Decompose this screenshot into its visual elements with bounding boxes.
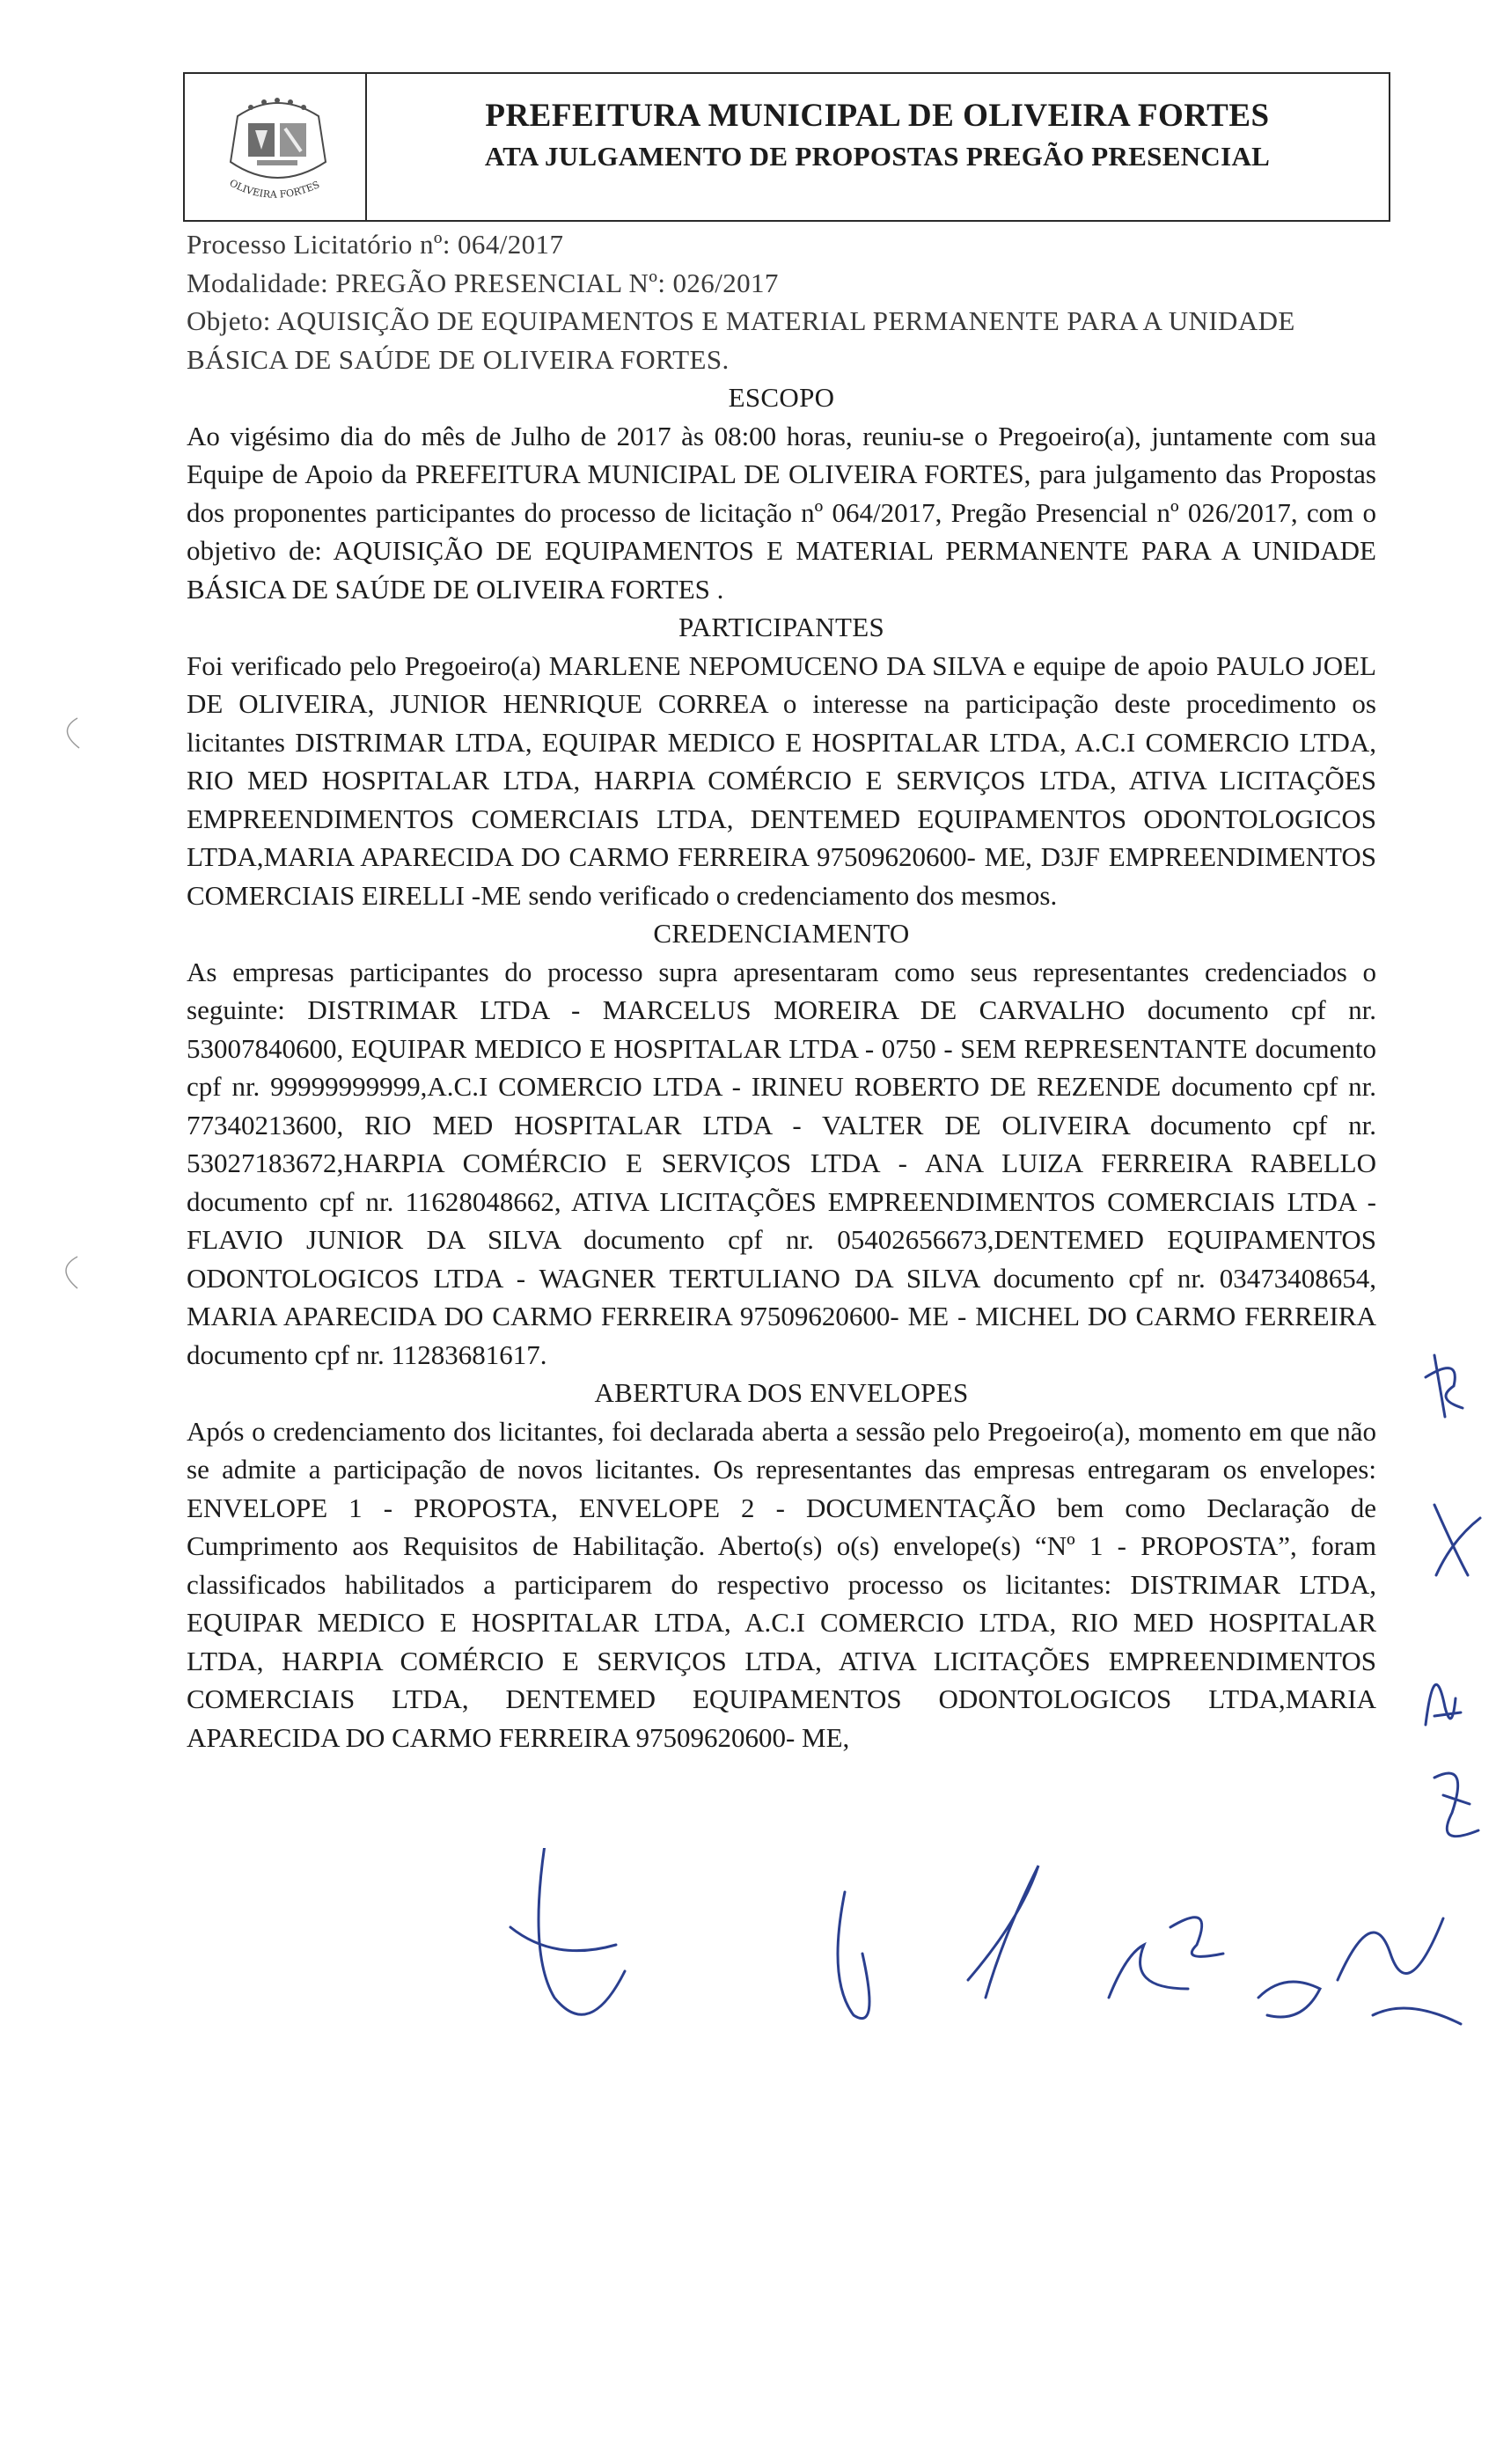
modalidade-line: Modalidade: PREGÃO PRESENCIAL Nº: 026/2017 <box>187 267 779 298</box>
signatures-area <box>493 1848 1496 2077</box>
signature-4 <box>1109 1945 1188 1998</box>
section-text-participantes: Foi verificado pelo Pregoeiro(a) MARLENE NEPOMUCENO DA SILVA e equipe de apoio PAULO JOEL DE OLIVEIRA, JUNIOR HENRIQUE CORREA o interesse na participação deste procedimento os licitantes DISTRIMAR LTDA, EQUIPAR MEDICO E HOSPITALAR LTDA, A.C.I COMERCIO LTDA, RIO MED HOSPITALAR LTDA, HARPIA COMÉRCIO E SERVIÇOS LTDA, ATIVA LICITAÇÕES EMPREENDIMENTOS COMERCIAIS LTDA, DENTEMED EQUIPAMENTOS ODONTOLOGICOS LTDA,MARIA APARECIDA DO CARMO FERREIRA 97509620600- ME, D3JF EMPREENDIMENTOS COMERCIAIS EIRELLI -ME sendo verificado o credenciamento dos mesmos. <box>187 649 1376 911</box>
objeto-line: Objeto: AQUISIÇÃO DE EQUIPAMENTOS E MATERIAL PERMANENTE PARA A UNIDADE BÁSICA DE SAÚDE DE OLIVEIRA FORTES. <box>187 305 1295 375</box>
section-text-escopo: Ao vigésimo dia do mês de Julho de 2017 às 08:00 horas, reuniu-se o Pregoeiro(a), juntamente com sua Equipe de Apoio da PREFEITURA MUNICIPAL DE OLIVEIRA FORTES, para julgamento das Propostas dos proponentes participantes do processo de licitação nº 064/2017, Pregão Presencial nº 026/2017, com o objetivo de: AQUISIÇÃO DE EQUIPAMENTOS E MATERIAL PERMANENTE PARA A UNIDADE BÁSICA DE SAÚDE DE OLIVEIRA FORTES . <box>187 420 1376 605</box>
signature-2 <box>838 1892 869 2019</box>
document-subtitle: ATA JULGAMENTO DE PROPOSTAS PREGÃO PRESENCIAL <box>484 141 1271 172</box>
margin-mark-top <box>48 713 83 766</box>
section-text-credenciamento: As empresas participantes do processo supra apresentaram como seus representantes credenciados o seguinte: DISTRIMAR LTDA - MARCELUS MOREIRA DE CARVALHO documento cpf nr. 53007840600, EQUIPAR MEDICO E HOSPITALAR LTDA - 0750 - SEM REPRESENTANTE documento cpf nr. 99999999999,A.C.I COMERCIO LTDA - IRINEU ROBERTO DE REZENDE documento cpf nr. 77340213600, RIO MED HOSPITALAR LTDA - VALTER DE OLIVEIRA documento cpf nr. 53027183672,HARPIA COMÉRCIO E SERVIÇOS LTDA - ANA LUIZA FERREIRA RABELLO documento cpf nr. 11628048662, ATIVA LICITAÇÕES EMPREENDIMENTOS COMERCIAIS LTDA - FLAVIO JUNIOR DA SILVA documento cpf nr. 05402656673,DENTEMED EQUIPAMENTOS ODONTOLOGICOS LTDA - WAGNER TERTULIANO DA SILVA documento cpf nr. 03473408654, MARIA APARECIDA DO CARMO FERREIRA 97509620600- ME - MICHEL DO CARMO FERREIRA documento cpf nr. 11283681617. <box>187 956 1376 1370</box>
municipal-seal-logo <box>202 81 352 213</box>
signature-3 <box>968 1866 1038 1998</box>
signature-5 <box>1258 1982 1320 2017</box>
document-title: PREFEITURA MUNICIPAL DE OLIVEIRA FORTES <box>485 98 1270 134</box>
section-title-abertura: ABERTURA DOS ENVELOPES <box>594 1377 969 1408</box>
document-header <box>183 72 1390 222</box>
processo-line: Processo Licitatório nº: 064/2017 <box>187 229 564 260</box>
svg-text:OLIVEIRA FORTES: OLIVEIRA FORTES <box>227 177 322 201</box>
section-text-abertura: Após o credenciamento dos licitantes, foi declarada aberta a sessão pelo Pregoeiro(a), momento em que não se admite a participação de novos licitantes. Os representantes das empresas entregaram os envelopes: ENVELOPE 1 - PROPOSTA, ENVELOPE 2 - DOCUMENTAÇÃO bem como Declaração de Cumprimento aos Requisitos de Habilitação. Aberto(s) o(s) envelope(s) “Nº 1 - PROPOSTA”, foram classificados habilitados a participarem do respectivo processo os licitantes: DISTRIMAR LTDA, EQUIPAR MEDICO E HOSPITALAR LTDA, A.C.I COMERCIO LTDA, RIO MED HOSPITALAR LTDA, HARPIA COMÉRCIO E SERVIÇOS LTDA, ATIVA LICITAÇÕES EMPREENDIMENTOS COMERCIAIS LTDA, DENTEMED EQUIPAMENTOS ODONTOLOGICOS LTDA,MARIA APARECIDA DO CARMO FERREIRA 97509620600- ME, <box>187 1415 1376 1753</box>
margin-initials <box>1399 1338 1496 1848</box>
signature-6 <box>1338 1918 1443 1980</box>
section-title-participantes: PARTICIPANTES <box>678 612 885 642</box>
signature-1 <box>539 1848 625 2014</box>
section-title-credenciamento: CREDENCIAMENTO <box>653 918 910 949</box>
section-title-escopo: ESCOPO <box>728 382 835 413</box>
document-body <box>187 225 1376 1756</box>
margin-mark-bottom <box>48 1250 83 1302</box>
